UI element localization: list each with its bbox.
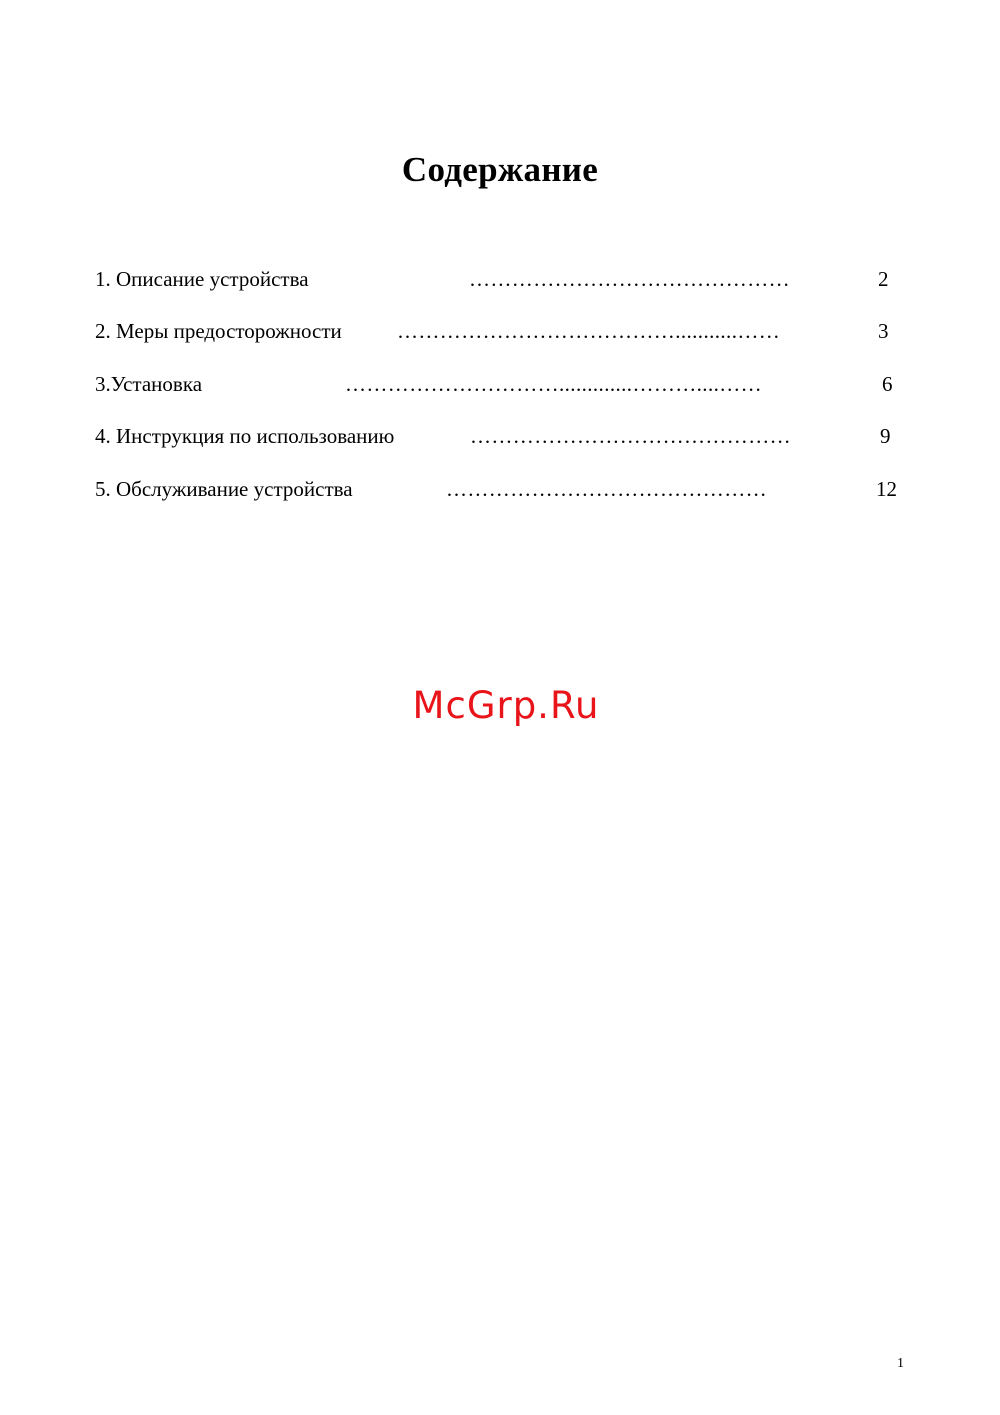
toc-entry-leader: ………………………….............………....…… [345,372,763,396]
toc-entry-label: 4. Инструкция по использованию [95,424,395,448]
toc-entry-description[interactable] [0,267,1000,297]
toc-entry-label: 1. Описание устройства [95,267,309,291]
toc-entry-page: 9 [880,424,891,448]
toc-entry-leader: ……………………………………… [470,424,791,448]
toc-entry-page: 6 [882,372,893,396]
toc-entry-label: 2. Меры предосторожности [95,319,342,343]
toc-entry-instructions[interactable] [0,424,1000,454]
toc-entry-page: 12 [876,477,897,501]
page-title: Содержание [401,150,599,189]
toc-entry-maintenance[interactable] [0,477,1000,507]
toc-entry-label: 5. Обслуживание устройства [95,477,353,501]
toc-entry-leader: ……………………………………… [469,267,790,291]
toc-entry-leader: …………………………………...........…… [397,319,781,343]
toc-entry-page: 3 [878,319,889,343]
toc-entry-page: 2 [878,267,889,291]
page-number: 1 [897,1356,904,1371]
toc-entry-installation[interactable] [0,372,1000,402]
toc-entry-leader: ……………………………………… [446,477,767,501]
toc-entry-precautions[interactable] [0,319,1000,349]
watermark: McGrp.Ru [412,684,600,727]
toc-entry-label: 3.Установка [95,372,203,396]
